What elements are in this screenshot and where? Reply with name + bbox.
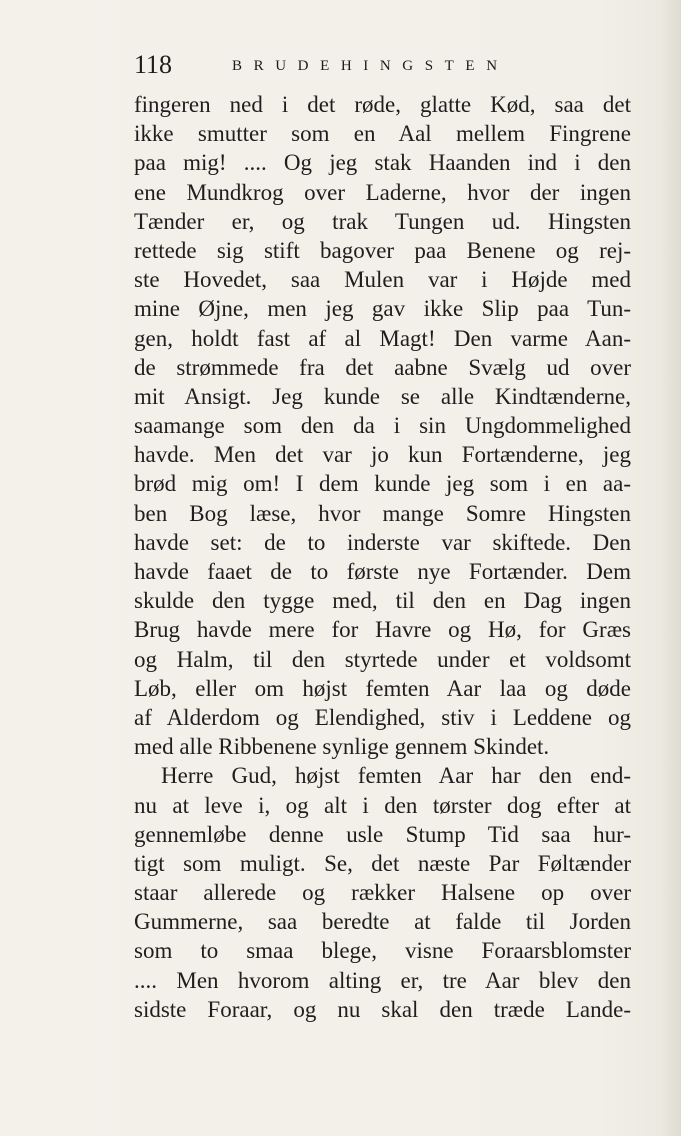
page-number: 118 [134, 50, 173, 79]
text-line: tigt som muligt. Se, det næste Par Føltænder [134, 850, 631, 876]
text-line: ikke smutter som en Aal mellem Fingrene [134, 121, 631, 147]
text-line: med alle Ribbenene synlige gennem Skindet. [134, 734, 550, 760]
text-line: ene Mundkrog over Laderne, hvor der ingen [134, 179, 631, 205]
text-line: mine Øjne, men jeg gav ikke Slip paa Tun- [134, 296, 631, 322]
text-line: og Halm, til den styrtede under et voldsomt [134, 646, 631, 672]
text-line: sidste Foraar, og nu skal den træde Lande- [134, 996, 631, 1022]
text-line: gennemløbe denne usle Stump Tid saa hur- [134, 821, 631, 847]
text-line: ste Hovedet, saa Mulen var i Højde med [134, 267, 631, 293]
text-line: af Alderdom og Elendighed, stiv i Leddene og [134, 704, 631, 730]
text-line: Brug havde mere for Havre og Hø, for Græs [134, 617, 631, 643]
text-line: de strømmede fra det aabne Svælg ud over [134, 354, 631, 380]
text-line: .... Men hvorom alting er, tre Aar blev den [134, 967, 631, 993]
text-line: som to smaa blege, visne Foraarsblomster [134, 938, 631, 964]
text-line: Tænder er, og trak Tungen ud. Hingsten [134, 208, 631, 234]
body-text [134, 90, 631, 1024]
text-line: mit Ansigt. Jeg kunde se alle Kindtænderne, [134, 383, 631, 409]
text-line: skulde den tygge med, til den en Dag ingen [134, 588, 631, 614]
text-line: staar allerede og rækker Halsene op over [134, 880, 631, 906]
text-line: paa mig! .... Og jeg stak Haanden ind i den [134, 150, 631, 176]
text-line: saamange som den da i sin Ungdommelighed [134, 413, 631, 439]
running-title: BRUDEHINGSTEN [232, 58, 509, 74]
text-line: havde. Men det var jo kun Fortænderne, jeg [134, 442, 631, 468]
text-line: rettede sig stift bagover paa Benene og rej- [134, 237, 631, 263]
text-line: fingeren ned i det røde, glatte Kød, saa det [134, 92, 631, 117]
text-line: gen, holdt fast af al Magt! Den varme Aan- [134, 325, 631, 351]
text-line: ben Bog læse, hvor mange Somre Hingsten [134, 500, 631, 526]
page-header [134, 50, 534, 80]
text-line: havde faaet de to første nye Fortænder. Dem [134, 559, 631, 584]
text-line: Løb, eller om højst femten Aar laa og døde [134, 675, 631, 701]
text-line: nu at leve i, og alt i den tørster dog efter at [134, 792, 631, 818]
text-line: brød mig om! I dem kunde jeg som i en aa- [134, 471, 631, 497]
text-line: Gummerne, saa beredte at falde til Jorden [134, 909, 631, 935]
text-line: havde set: de to inderste var skiftede. Den [134, 529, 631, 555]
text-line: Herre Gud, højst femten Aar har den end- [161, 763, 631, 789]
